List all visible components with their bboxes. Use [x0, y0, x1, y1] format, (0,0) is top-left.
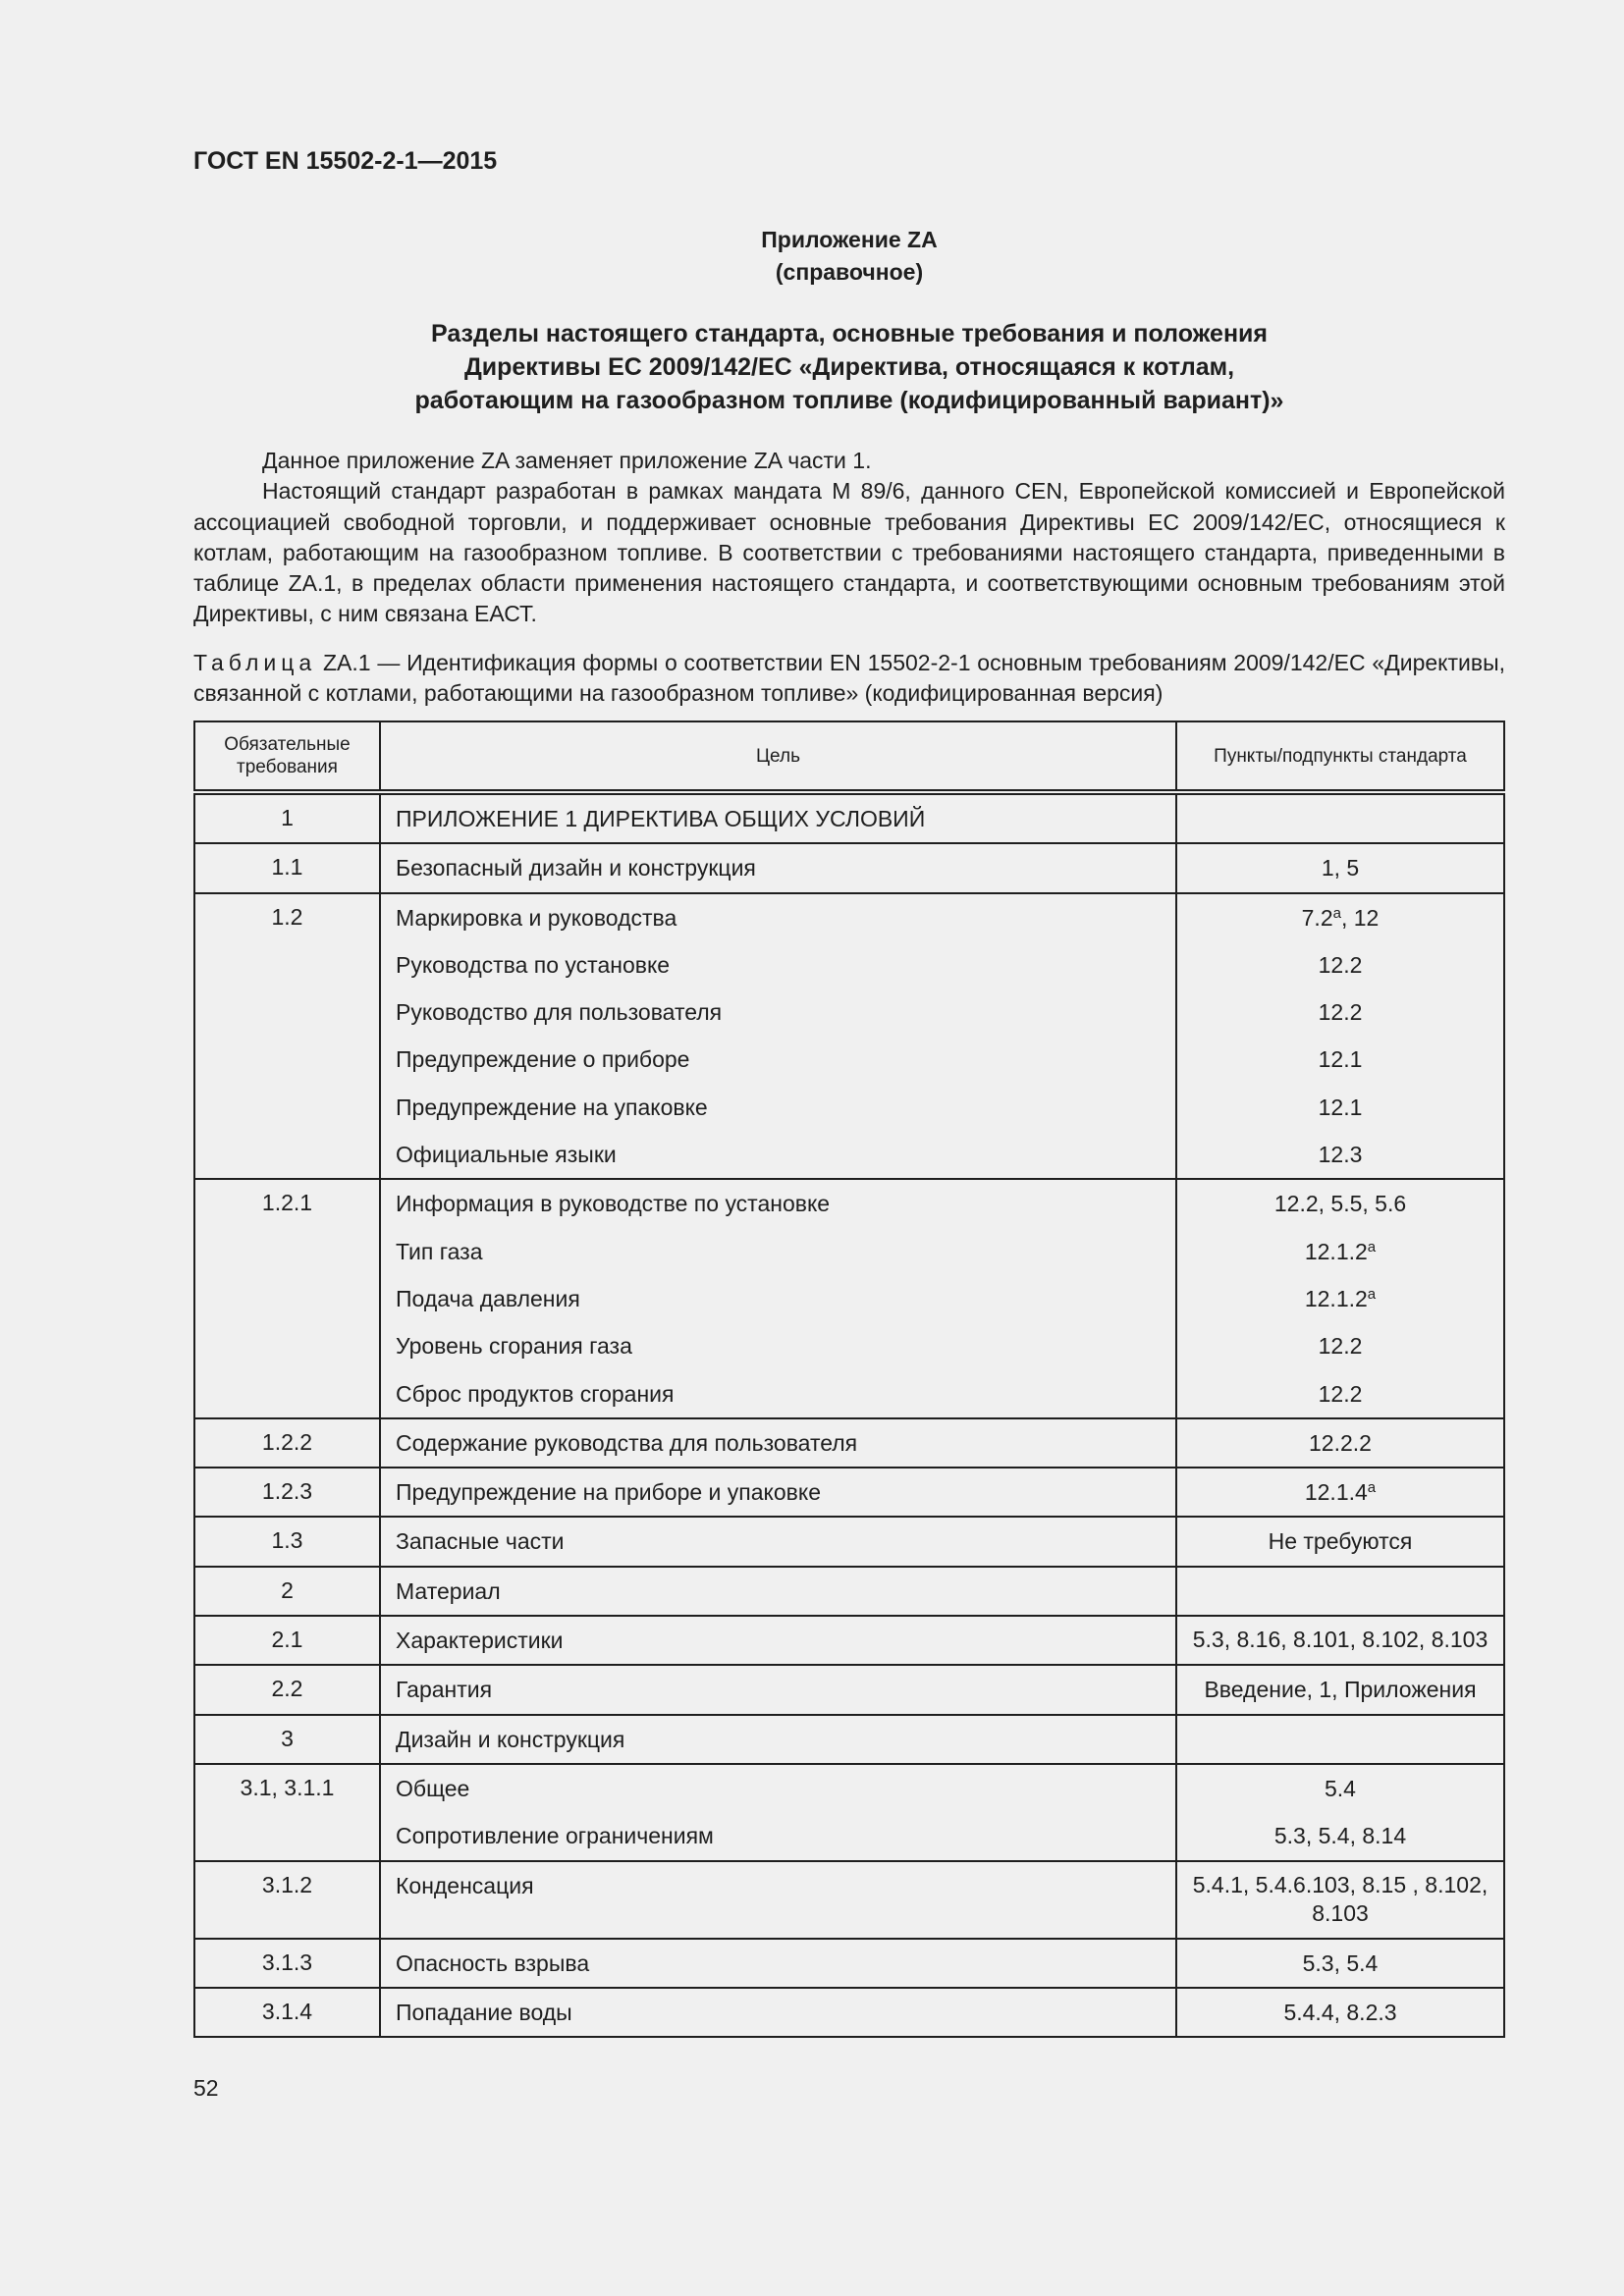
- goal-cell: [380, 1616, 1176, 1665]
- clauses-cell: [1176, 1179, 1504, 1417]
- goal-cell: [380, 1939, 1176, 1988]
- goal-text: Руководства по установке: [396, 951, 671, 978]
- clause-ref: [1177, 1812, 1503, 1859]
- requirement-cell: [194, 843, 380, 892]
- goal-text: Информация в руководстве по установке: [396, 1191, 831, 1217]
- clause-text: 12.1: [1318, 1046, 1363, 1073]
- goal-cell: [380, 1517, 1176, 1566]
- clauses-cell: [1176, 1567, 1504, 1616]
- goal-cell: [380, 843, 1176, 892]
- paragraph: Настоящий стандарт разработан в рамках мандата М 89/6, данного CEN, Европейской комиссией и Европейской ассоциацией свободной торговли, и поддерживает основные требования Директивы ЕС 2009/142/ЕС, относящиеся к котлам, работающим на газообразном топливе. В соответствии с требованиями настоящего стандарта, приведенными в таблице ZA.1, в пределах области применения настоящего стандарта, и соответствующими основным требованиям этой Директивы, с ним связана ЕАСТ.: [193, 478, 1505, 627]
- clause-ref: [1177, 1180, 1503, 1227]
- goal-cell: [380, 1468, 1176, 1517]
- goal-text: ПРИЛОЖЕНИЕ 1 ДИРЕКТИВА ОБЩИХ УСЛОВИЙ: [396, 806, 926, 831]
- clause-text: 12.2: [1318, 999, 1363, 1026]
- goal-text: Сброс продуктов сгорания: [396, 1380, 675, 1407]
- goal-text: Предупреждение на упаковке: [396, 1094, 708, 1120]
- goal-cell: [380, 1988, 1176, 2037]
- table-row: [194, 792, 1504, 843]
- table-row: [194, 843, 1504, 892]
- requirement-cell: [194, 1616, 380, 1665]
- annex-heading: [193, 224, 1505, 289]
- requirement-cell: [194, 1764, 380, 1861]
- table-row: [194, 1939, 1504, 1988]
- table-row: [194, 893, 1504, 1180]
- table-row: [194, 1665, 1504, 1714]
- requirement-cell: [194, 1939, 380, 1988]
- clause-ref: [1177, 1084, 1503, 1131]
- clause-ref: [1177, 1370, 1503, 1417]
- requirement-number: 3.1.3: [261, 1949, 313, 1975]
- document-id: ГОСТ EN 15502-2-1—2015: [193, 147, 498, 175]
- requirement-cell: [194, 1468, 380, 1517]
- clause-text: 5.3, 5.4, 8.14: [1273, 1823, 1407, 1849]
- clause-text: 5.4.4, 8.2.3: [1283, 1999, 1397, 2025]
- clauses-cell: [1176, 1616, 1504, 1665]
- clause-text: 12.2, 5.5, 5.6: [1273, 1191, 1407, 1217]
- clause-ref: [1177, 1862, 1503, 1938]
- table-row: [194, 1468, 1504, 1517]
- clause-ref: [1177, 894, 1503, 941]
- goal-cell: [380, 1179, 1176, 1417]
- clauses-cell: [1176, 792, 1504, 843]
- clause-text: 12.1.2: [1304, 1238, 1368, 1264]
- table-row: [194, 1715, 1504, 1764]
- annex-type: (справочное): [775, 259, 924, 285]
- goal-cell: [380, 1764, 1176, 1861]
- requirement-number: 3.1.4: [261, 1998, 313, 2024]
- clause-ref: [1177, 1468, 1503, 1516]
- goal-text: Дизайн и конструкция: [396, 1726, 625, 1752]
- clause-ref: [1177, 1419, 1503, 1467]
- goal-cell: [380, 792, 1176, 843]
- goal-text: Опасность взрыва: [396, 1949, 590, 1976]
- title-line: Директивы ЕС 2009/142/ЕС «Директива, относящаяся к котлам,: [463, 353, 1235, 381]
- requirement-number: 1.2: [271, 903, 303, 930]
- requirement-cell: [194, 1517, 380, 1566]
- clause-ref: [1177, 1322, 1503, 1369]
- clause-text: 5.4.1, 5.4.6.103, 8.15 , 8.102, 8.103: [1192, 1871, 1489, 1926]
- requirement-number: 2: [281, 1576, 294, 1603]
- requirement-cell: [194, 1988, 380, 2037]
- clause-text: Введение, 1, Приложения: [1204, 1677, 1477, 1703]
- goal-text: Запасные части: [396, 1528, 565, 1555]
- goal-text: Тип газа: [396, 1238, 483, 1264]
- requirement-cell: [194, 1567, 380, 1616]
- clauses-cell: [1176, 1715, 1504, 1764]
- clause-ref: [1177, 1617, 1503, 1664]
- clause-ref: [1177, 1131, 1503, 1178]
- clause-ref: [1177, 1989, 1503, 2036]
- clause-ref: [1177, 941, 1503, 988]
- goal-text: Материал: [396, 1577, 501, 1604]
- annex-label: Приложение ZA: [761, 227, 938, 252]
- requirement-number: 2.2: [271, 1676, 303, 1702]
- goal-text: Подача давления: [396, 1285, 580, 1311]
- clause-text-suffix: , 12: [1340, 904, 1380, 931]
- table-row: [194, 1764, 1504, 1861]
- clause-ref: [1177, 844, 1503, 891]
- requirement-cell: [194, 893, 380, 1180]
- goal-cell: [380, 893, 1176, 1180]
- clause-ref: [1177, 1275, 1503, 1322]
- table-row: [194, 1517, 1504, 1566]
- clause-text: 12.3: [1318, 1142, 1363, 1168]
- requirement-number: 1.3: [271, 1527, 303, 1554]
- clause-text: 12.1.4: [1304, 1479, 1368, 1506]
- clause-ref: [1177, 1228, 1503, 1275]
- goal-text: Характеристики: [396, 1628, 564, 1654]
- clause-ref: [1177, 988, 1503, 1036]
- clauses-cell: [1176, 1418, 1504, 1468]
- clause-ref: [1177, 1666, 1503, 1713]
- goal-text: Гарантия: [396, 1677, 493, 1703]
- paragraph: Данное приложение ZA заменяет приложение ZA части 1.: [262, 448, 872, 473]
- title-line: Разделы настоящего стандарта, основные требования и положения: [430, 320, 1269, 347]
- clauses-cell: [1176, 893, 1504, 1180]
- goal-text: Безопасный дизайн и конструкция: [396, 855, 756, 881]
- caption-text: ZA.1 — Идентификация формы о соответствии EN 15502-2-1 основным требованиям 2009/142/EC «Директивы, связанной с котлами, работающими на газообразном топливе» (кодифицированная версия): [193, 650, 1505, 706]
- goal-cell: [380, 1861, 1176, 1939]
- goal-text: Предупреждение на приборе и упаковке: [396, 1479, 821, 1506]
- clauses-cell: [1176, 1517, 1504, 1566]
- table-row: [194, 1616, 1504, 1665]
- goal-text: Руководство для пользователя: [396, 999, 723, 1026]
- clauses-cell: [1176, 1468, 1504, 1517]
- clause-text: 7.2: [1301, 904, 1333, 931]
- requirement-cell: [194, 1179, 380, 1417]
- clause-ref: [1177, 1518, 1503, 1565]
- table-row: [194, 1567, 1504, 1616]
- clause-text: 12.2.2: [1309, 1429, 1372, 1456]
- goal-cell: [380, 1567, 1176, 1616]
- requirement-number: 1.1: [271, 854, 303, 881]
- requirements-table: [193, 721, 1505, 2038]
- clause-text: 5.3, 8.16, 8.101, 8.102, 8.103: [1192, 1627, 1489, 1653]
- goal-cell: [380, 1665, 1176, 1714]
- clause-text: 12.2: [1318, 1380, 1363, 1407]
- footnote-marker: a: [1367, 1479, 1377, 1497]
- table-row: [194, 1179, 1504, 1417]
- clauses-cell: [1176, 843, 1504, 892]
- clause-text: 12.1: [1318, 1094, 1363, 1120]
- header-clauses: Пункты/подпункты стандарта: [1176, 721, 1504, 792]
- table-header-row: [194, 721, 1504, 792]
- goal-text: Содержание руководства для пользователя: [396, 1429, 858, 1456]
- table-caption: [193, 648, 1505, 709]
- clause-ref: [1177, 795, 1503, 842]
- goal-text: Сопротивление ограничениям: [396, 1823, 714, 1849]
- title-line: работающим на газообразном топливе (кодифицированный вариант)»: [414, 387, 1284, 414]
- clauses-cell: [1176, 1764, 1504, 1861]
- clause-ref: [1177, 1716, 1503, 1763]
- table-row: [194, 1418, 1504, 1468]
- clause-text: 5.3, 5.4: [1302, 1949, 1379, 1976]
- goal-cell: [380, 1418, 1176, 1468]
- page-number: 52: [193, 2075, 219, 2101]
- requirement-number: 3: [281, 1725, 294, 1751]
- requirement-number: 1: [281, 805, 294, 830]
- clause-text: 5.4: [1325, 1775, 1356, 1801]
- goal-text: Официальные языки: [396, 1142, 617, 1168]
- table-row: [194, 1861, 1504, 1939]
- goal-text: Маркировка и руководства: [396, 904, 677, 931]
- goal-text: Общее: [396, 1775, 470, 1801]
- body-text: [193, 446, 1505, 630]
- clauses-cell: [1176, 1988, 1504, 2037]
- requirement-cell: [194, 1715, 380, 1764]
- clause-ref: [1177, 1765, 1503, 1812]
- clauses-cell: [1176, 1665, 1504, 1714]
- goal-text: Предупреждение о приборе: [396, 1046, 690, 1073]
- requirement-number: 1.2.3: [261, 1478, 313, 1505]
- requirement-number: 1.2.1: [261, 1190, 313, 1216]
- clause-text: 12.2: [1318, 1333, 1363, 1360]
- requirement-number: 3.1.2: [261, 1871, 313, 1897]
- clause-text: 1, 5: [1321, 855, 1360, 881]
- footnote-marker: a: [1367, 1285, 1377, 1303]
- clause-ref: [1177, 1036, 1503, 1083]
- footnote-marker: a: [1367, 1238, 1377, 1255]
- goal-cell: [380, 1715, 1176, 1764]
- goal-text: Попадание воды: [396, 1999, 572, 2025]
- clause-ref: [1177, 1940, 1503, 1987]
- header-requirements: Обязательные требования: [194, 721, 380, 792]
- requirement-number: 2.1: [271, 1627, 303, 1653]
- requirement-cell: [194, 1861, 380, 1939]
- goal-text: Уровень сгорания газа: [396, 1333, 632, 1360]
- table-row: [194, 1988, 1504, 2037]
- clause-ref: [1177, 1568, 1503, 1615]
- requirement-number: 1.2.2: [261, 1428, 313, 1455]
- clause-text: Не требуются: [1268, 1528, 1413, 1555]
- caption-label: Таблица: [193, 650, 317, 675]
- requirement-cell: [194, 1418, 380, 1468]
- requirement-cell: [194, 1665, 380, 1714]
- footnote-marker: a: [1332, 904, 1341, 922]
- clauses-cell: [1176, 1861, 1504, 1939]
- requirement-cell: [194, 792, 380, 843]
- requirement-number: 3.1, 3.1.1: [240, 1774, 335, 1800]
- header-goal: Цель: [380, 721, 1176, 792]
- goal-text: Конденсация: [396, 1872, 534, 1898]
- annex-title: [193, 317, 1505, 417]
- clause-text: 12.1.2: [1304, 1285, 1368, 1311]
- clause-text: 12.2: [1318, 951, 1363, 978]
- clauses-cell: [1176, 1939, 1504, 1988]
